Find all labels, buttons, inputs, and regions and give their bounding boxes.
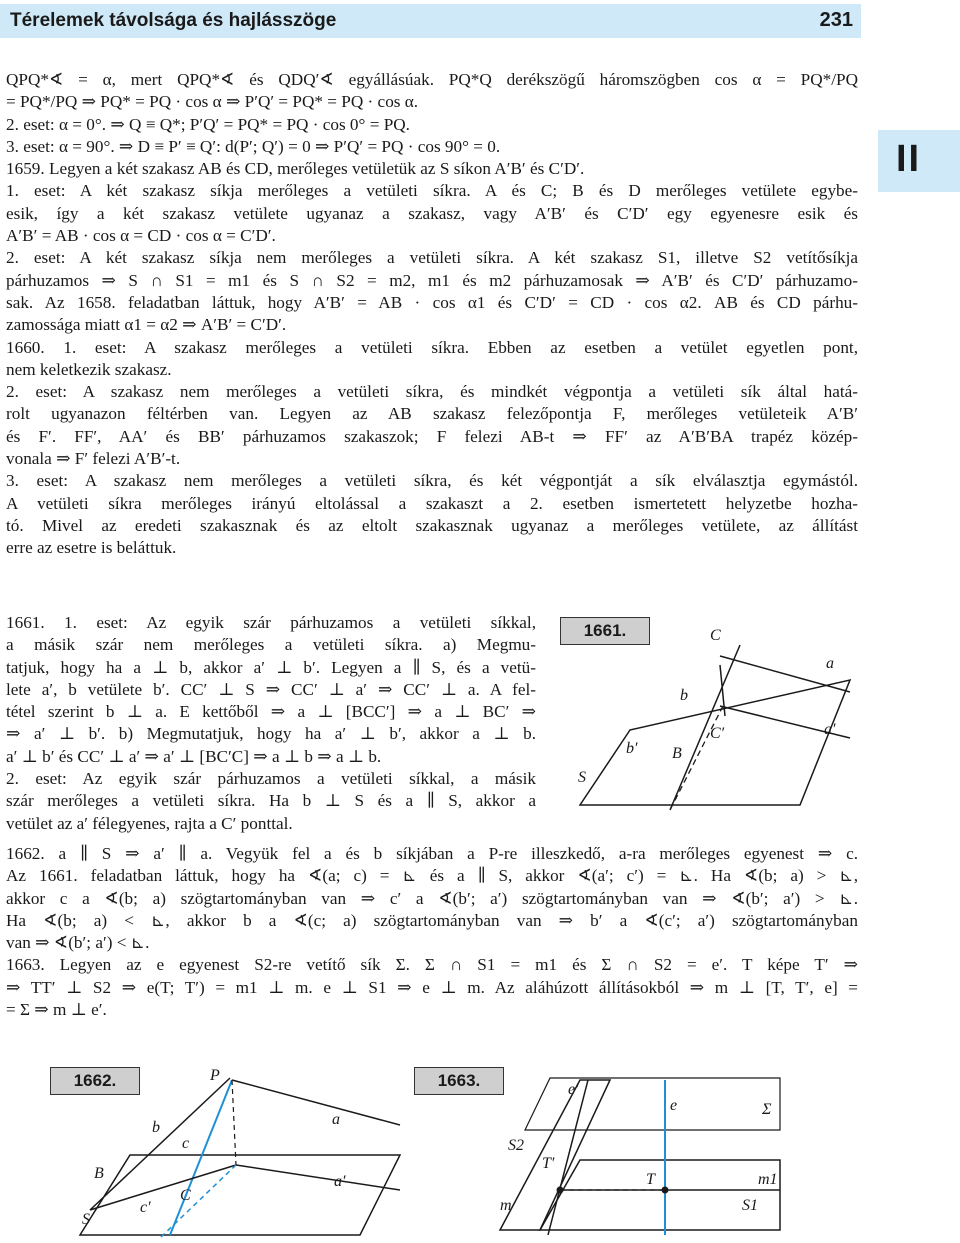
text-line: akkor c a ∢(b; a) szögtartományban van ⇒ c′ a ∢(b′; a′) szögtartományban van ⇒ ∢(b′; a′) > ⊾. — [6, 888, 858, 908]
label-b: b — [680, 687, 688, 704]
text-block-1662-1663 — [6, 843, 858, 1021]
text-line: A′B′ = AB · cos α = CD · cos α = C′D′. — [6, 226, 276, 246]
text-line: 2. eset: Az egyik szár párhuzamos a vetületi síkkal, a másik — [6, 769, 536, 789]
label-C: C — [710, 627, 721, 644]
text-line: a másik szár nem merőleges a vetületi síkra. a) Megmu- — [6, 635, 536, 655]
label-m: m — [500, 1197, 512, 1214]
text-line: van ⇒ ∢(b′; a′) < ⊾. — [6, 933, 150, 953]
label-sigma: Σ — [762, 1101, 772, 1118]
text-line: erre az esetre is beláttuk. — [6, 538, 177, 558]
text-line: párhuzamos ⇒ S ∩ S1 = m1 és S ∩ S2 = m2, m1 és m2 párhuzamosak ⇒ A′B′ és C′D′ párhuzamo- — [6, 270, 858, 290]
label-t: T — [646, 1171, 655, 1188]
text-line: ⇒ TT′ ⊥ S2 ⇒ e(T; T′) = m1 ⊥ m. e ⊥ S1 ⇒ e ⊥ m. Az aláhúzott állításokból ⇒ m ⊥ [T, T′, e] = — [6, 977, 858, 997]
text-line: = PQ*/PQ ⇒ PQ* = PQ · cos α ⇒ P′Q′ = PQ* = PQ · cos α. — [6, 92, 419, 112]
figure-1661 — [560, 620, 860, 820]
text-line: 1663. Legyen az e egyenest S2-re vetítő sík Σ. Σ ∩ S1 = m1 és Σ ∩ S2 = e′. T képe T′ ⇒ — [6, 955, 858, 975]
text-line: A vetületi síkra merőleges irányú eltolással a szakaszt a 2. esetben ismertetett helyzetbe hozha- — [6, 493, 858, 513]
text-line: 3. eset: A szakasz nem merőleges a vetületi síkra, és két végpontját a sík elválasztja egymástól. — [6, 471, 858, 491]
text-line: szár merőleges a vetületi síkra. Ha b ⊥ S és a ∥ S, akkor a — [6, 791, 536, 811]
label-c: c — [182, 1135, 190, 1152]
line-a-prime — [236, 1165, 400, 1190]
plane-s — [80, 1155, 400, 1235]
text-line: és F′. FF′, AA′ és BB′ párhuzamos szakaszok; F felezi AB-t ⇒ FF′ az A′B′BA trapéz közép- — [6, 426, 858, 446]
text-line: zamossága miatt α1 = α2 ⇒ A′B′ = C′D′. — [6, 315, 287, 335]
label-b: b — [152, 1119, 160, 1136]
chapter-tab — [878, 130, 960, 192]
point-t — [662, 1187, 669, 1194]
line-b-prime — [90, 1165, 236, 1210]
label-m1: m1 — [758, 1171, 778, 1188]
label-a-prime: a′ — [334, 1173, 346, 1190]
text-line: 1659. Legyen a két szakasz AB és CD, merőleges vetületük az S síkon A′B′ és C′D′. — [6, 159, 585, 179]
text-line: = Σ ⇒ m ⊥ e′. — [6, 1000, 107, 1020]
label-B: B — [94, 1165, 104, 1182]
text-line: tétel szerint b ⊥ a. E kettőből ⇒ a ⊥ [BCC′] ⇒ a ⊥ BC′ ⇒ — [6, 702, 536, 722]
text-line: 2. eset: A két szakasz síkja nem merőleges a vetületi síkra. A két szakasz S1, illetve S2 vetítősíkja — [6, 248, 858, 268]
text-line: esik, így a két szakasz vetülete ugyanaz a szakasz, vagy A′B′ és C′D′ egy egyenesre esik és — [6, 203, 858, 223]
label-t-prime: T′ — [542, 1155, 555, 1172]
text-line: 1662. a ∥ S ⇒ a′ ∥ a. Vegyük fel a és b síkjában a P-re illeszkedő, a-ra merőleges egyenest ⇒ c. — [6, 844, 858, 863]
text-line: tó. Mivel az eredeti szakasznak és az eltolt szakasznak ugyanaz a merőleges vetülete, az állítást — [6, 515, 858, 535]
text-line: Ha ∢(b; a) < ⊾, akkor b a ∢(c; a) szögtartományban van ⇒ b′ a ∢(c′; a′) szögtartományban — [6, 910, 858, 930]
label-P: P — [210, 1067, 220, 1084]
section-title: Térelemek távolsága és hajlásszöge — [10, 10, 337, 31]
text-line: tatjuk, hogy ha a ⊥ b, akkor a′ ⊥ b′. Legyen a ∥ S, és a vetü- — [6, 657, 536, 677]
text-line: nem keletkezik szakasz. — [6, 359, 172, 379]
point-t-prime — [557, 1187, 564, 1194]
text-line: 3. eset: α = 90°. ⇒ D ≡ P′ ≡ Q′: d(P′; Q′) = 0 ⇒ P′Q′ = PQ · cos 90° = 0. — [6, 136, 501, 156]
text-line: 1660. 1. eset: A szakasz merőleges a vetületi síkra. Ebben az esetben a vetület egyetlen pont, — [6, 337, 858, 357]
figure-label-1661: 1661. — [560, 617, 650, 645]
text-line: vonala ⇒ F′ felezi A′B′-t. — [6, 449, 181, 469]
text-line: 2. eset: A szakasz nem merőleges a vetületi síkra, és mindkét végpontja a vetületi sík által hatá- — [6, 382, 858, 402]
label-B: B — [672, 745, 682, 762]
label-a-prime: a′ — [824, 721, 836, 738]
text-line: sak. Az 1658. feladatban láttuk, hogy A′B′ = AB · cos α1 és C′D′ = CD · cos α2. AB és CD párhu- — [6, 292, 858, 312]
text-line: QPQ*∢ = α, mert QPQ*∢ és QDQ′∢ egyállásúak. PQ*Q derékszögű háromszögben cos α = PQ*/PQ — [6, 70, 858, 89]
text-line: 1661. 1. eset: Az egyik szár párhuzamos a vetületi síkkal, — [6, 613, 536, 632]
label-s2: S2 — [508, 1137, 524, 1154]
text-line: 2. eset: α = 0°. ⇒ Q ≡ Q*; P′Q′ = PQ* = PQ · cos 0° = PQ. — [6, 114, 410, 134]
label-C: C — [180, 1187, 191, 1204]
text-line: rolt ugyanazon féltérben van. Legyen az AB szakasz felezőpontja F, merőleges vetületeik A′B′ — [6, 404, 858, 424]
page-header — [0, 4, 861, 38]
text-line: ⇒ a′ ⊥ b′. b) Megmutatjuk, hogy ha a′ ⊥ b′, akkor a ⊥ b. — [6, 724, 536, 744]
plane-sigma — [525, 1078, 780, 1130]
label-S: S — [82, 1211, 90, 1228]
line-c — [170, 1080, 232, 1235]
label-b-prime: b′ — [626, 740, 638, 757]
label-a: a — [826, 655, 834, 672]
line-a — [232, 1080, 400, 1125]
plane-s1 — [540, 1160, 780, 1230]
text-block-1661 — [6, 612, 536, 835]
label-e: e — [670, 1097, 678, 1114]
plane-s — [580, 680, 850, 805]
line-b — [670, 645, 740, 810]
label-S: S — [578, 769, 586, 786]
projection-p — [232, 1080, 236, 1165]
figure-label-1663: 1663. — [414, 1067, 504, 1095]
label-a: a — [332, 1111, 340, 1128]
figure-label-1662: 1662. — [50, 1067, 140, 1095]
text-line: Az 1661. feladatban láttuk, hogy ha ∢(a; c) = ⊾ és a ∥ S, akkor ∢(a′; c′) = ⊾. Ha ∢(b; a) > ⊾, — [6, 866, 858, 886]
chapter-number: II — [896, 138, 922, 180]
figure-1662 — [50, 1060, 410, 1240]
text-block-1 — [6, 69, 858, 560]
label-e-prime: e′ — [568, 1081, 579, 1098]
text-line: lete a′, b vetülete b′. CC′ ⊥ S ⇒ CC′ ⊥ a′ ⇒ CC′ ⊥ a. A fel- — [6, 679, 536, 699]
label-c-prime: c′ — [140, 1199, 151, 1216]
label-C-prime: C′ — [710, 725, 725, 742]
text-line: vetület az a′ félegyenes, rajta a C′ ponttal. — [6, 813, 293, 833]
figure-1663 — [480, 1060, 800, 1240]
page-number: 231 — [819, 9, 853, 31]
label-s1: S1 — [742, 1197, 758, 1214]
text-line: 1. eset: A két szakasz síkja merőleges a vetületi síkra. A és C; B és D merőleges vetülete egybe- — [6, 181, 858, 201]
text-line: a′ ⊥ b′ és CC′ ⊥ a′ ⇒ a′ ⊥ [BC′C] ⇒ a ⊥ b ⇒ a ⊥ b. — [6, 746, 382, 766]
